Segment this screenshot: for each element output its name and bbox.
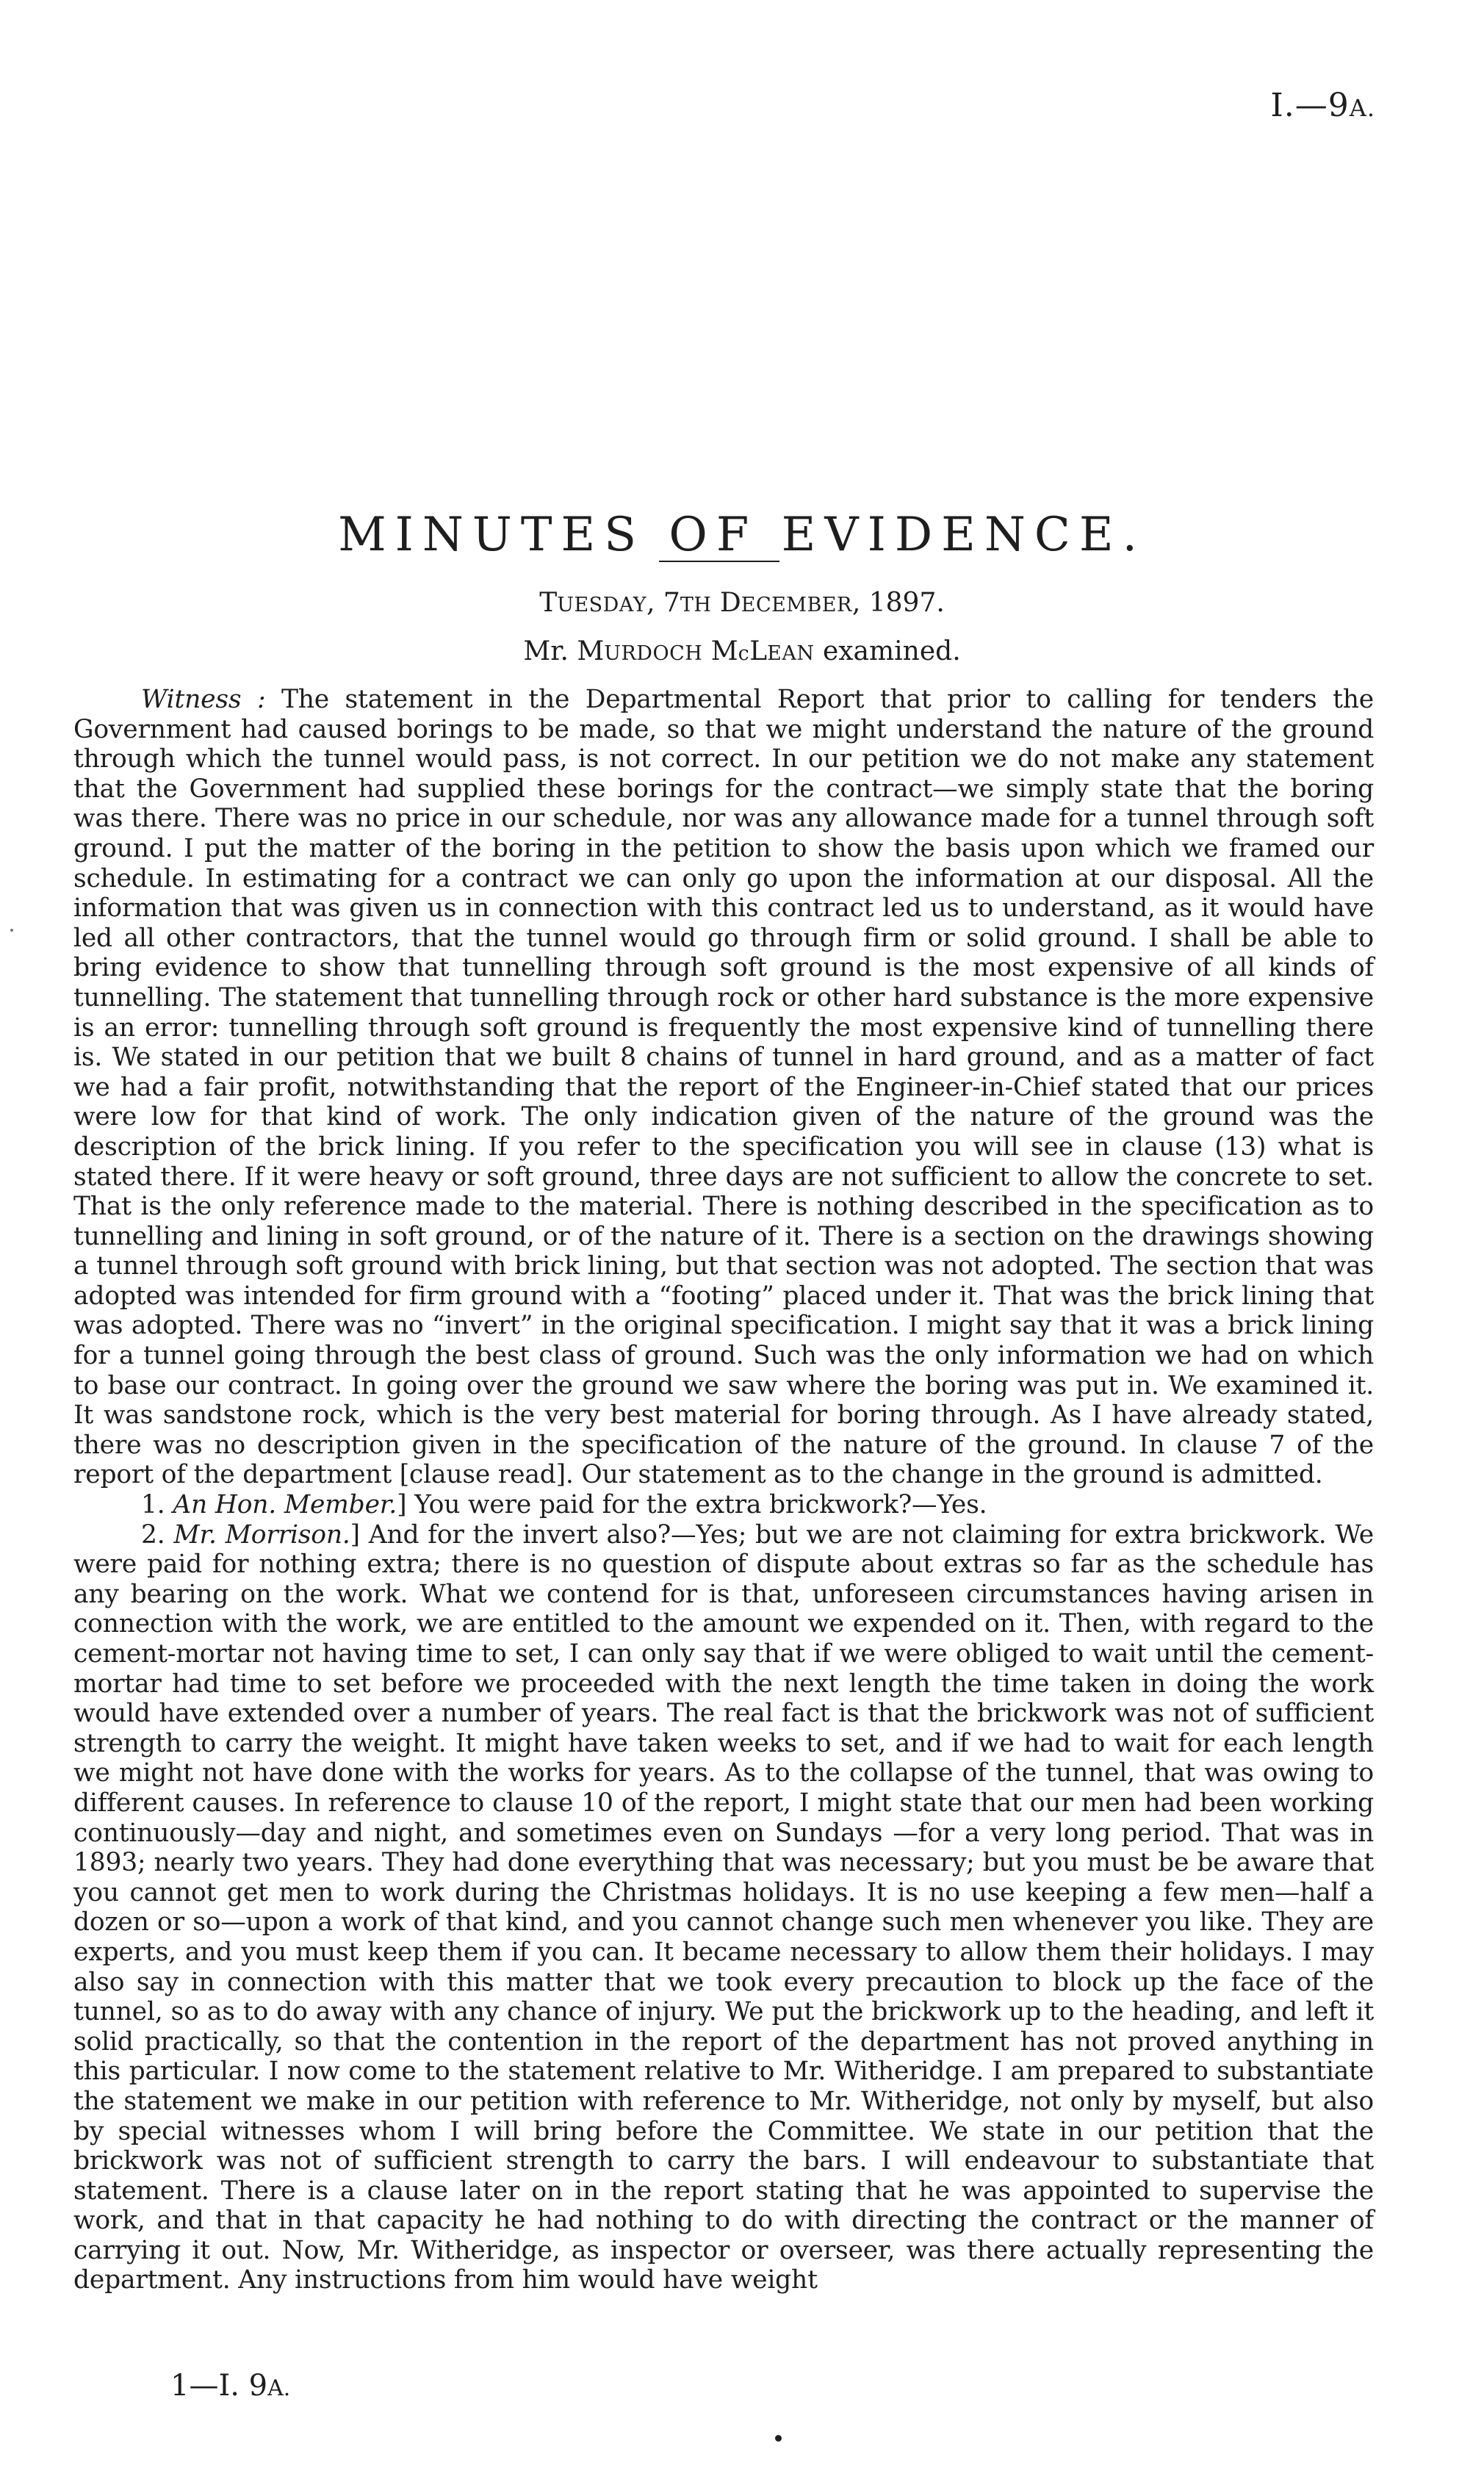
signature-main: 1—I. 9 (170, 2369, 268, 2403)
date-day-number: , 7 (646, 588, 680, 618)
date-month-rest: ECEMBER (741, 594, 852, 616)
paragraph-text: ] And for the invert also?—Yes; but we are not claiming for extra brickwork. We were paid for nothing extra; there is no question of dispute about extras so far as the schedule has any bearing on the work. What we contend for is that, unforeseen circumstances having arisen in connection with the work, we are entitled to the amount we expended on it. Then, with regard to the cement-mortar not having time to set, I can only say that if we were obliged to wait until the cement-mortar had time to set before we proceeded with the next length the time taken in doing the work would have extended over a number of years. The real fact is that the brickwork was not of sufficient strength to carry the weight. It might have taken weeks to set, and if we had to wait for each length we might not have done with the works for years. As to the collapse of the tunnel, that was owing to different causes. In reference to clause 10 of the report, I might state that our men had been working continuously—day and night, and sometimes even on Sundays —for a very long period. That was in 1893; nearly two years. They had done everything that was necessary; but you must be be aware that you cannot get men to work during the Christmas holidays. It is no use keeping a few men—half a dozen or so—upon a work of that kind, and you cannot change such men whenever you like. They are experts, and you must keep them if you can. It became necessary to allow them their holidays. I may also say in connection with this matter that we took every precaution to block up the face of the tunnel, so as to do away with any chance of injury. We put the brickwork up to the heading, and left it solid practically, so that the contention in the report of the department has not proved anything in this particular. I now come to the statement relative to Mr. Witheridge. I am prepared to substantiate the statement we make in our petition with reference to Mr. Witheridge, not only by myself, but also by special witnesses whom I will bring before the Committee. We state in our petition that the brickwork was not of sufficient strength to carry the bars. I will endeavour to substantiate that statement. There is a clause later on in the report stating that he was appointed to supervise the work, and that in that capacity he had nothing to do with directing the contract or the manner of carrying it out. Now, Mr. Witheridge, as inspector or overseer, was there actually representing the department. Any instructions from him would have weight (73, 1519, 1374, 2295)
question-number: 2. (141, 1519, 165, 1550)
paragraph-speaker: An Hon. Member. (173, 1490, 397, 1520)
page-reference-suffix: A. (1349, 94, 1375, 122)
date-line (0, 588, 1484, 618)
date-month-initial: D (719, 588, 741, 618)
paragraph-text: ] You were paid for the extra brickwork?—Yes. (397, 1490, 987, 1520)
page-reference-main: I.—9 (1270, 87, 1350, 124)
witness-last-c: c (738, 642, 750, 665)
signature-mark (170, 2369, 290, 2403)
date-day-initial: T (539, 588, 558, 618)
witness-first-rest: URDOCH (604, 642, 703, 665)
evidence-body (73, 685, 1374, 2295)
page-dot (775, 2435, 782, 2442)
document-title: MINUTES OF EVIDENCE. (338, 507, 1146, 562)
witness-suffix: examined. (814, 636, 961, 666)
signature-suffix: A. (267, 2375, 291, 2401)
page-reference (1270, 87, 1375, 124)
paragraph-speaker: Witness : (141, 685, 266, 714)
evidence-question-2 (73, 1520, 1374, 2295)
witness-first-initial: M (577, 636, 605, 666)
witness-last-rest: EAN (767, 642, 815, 665)
evidence-paragraph-witness (73, 685, 1374, 1490)
date-day-rest: UESDAY (557, 594, 647, 616)
paragraph-text: The statement in the Departmental Report that prior to calling for tenders the Government had caused borings to be made, so that we might understand the nature of the ground through which the tunnel would pass, is not correct. In our petition we do not make any statement that the Government had supplied these borings for the contract—we simply state that the boring was there. There was no price in our schedule, nor was any allowance made for a tunnel through soft ground. I put the matter of the boring in the petition to show the basis upon which we framed our schedule. In estimating for a contract we can only go upon the information at our disposal. All the information that was given us in connection with this contract led us to understand, as it would have led all other contractors, that the tunnel would go through firm or solid ground. I shall be able to bring evidence to show that tunnelling through soft ground is the most expensive of all kinds of tunnelling. The statement that tunnelling through rock or other hard substance is the more expensive is an error: tunnelling through soft ground is frequently the most expensive kind of tunnelling there is. We stated in our petition that we built 8 chains of tunnel in hard ground, and as a matter of fact we had a fair profit, notwithstanding that the report of the Engineer-in-Chief stated that our prices were low for that kind of work. The only indication given of the nature of the ground was the description of the brick lining. If you refer to the specification you will see in clause (13) what is stated there. If it were heavy or soft ground, three days are not sufficient to allow the concrete to set. That is the only reference made to the material. There is nothing described in the specification as to tunnelling and lining in soft ground, or of the nature of it. There is a section on the drawings showing a tunnel through soft ground with brick lining, but that section was not adopted. The section that was adopted was intended for firm ground with a “footing” placed under it. That was the brick lining that was adopted. There was no “invert” in the original specification. I might say that it was a brick lining for a tunnel going through the best class of ground. Such was the only information we had on which to base our contract. In going over the ground we saw where the boring was put in. We examined it. It was sandstone rock, which is the very best material for boring through. As I have already stated, there was no description given in the specification of the nature of the ground. In clause 7 of the report of the department [clause read]. Our statement as to the change in the ground is admitted. (73, 685, 1374, 1490)
question-number: 1. (141, 1490, 165, 1520)
title-divider (659, 561, 779, 562)
date-ordinal: TH (680, 594, 712, 616)
witness-heading (0, 636, 1484, 666)
margin-speck (10, 929, 13, 932)
witness-title: Mr. (523, 636, 577, 666)
paragraph-speaker: Mr. Morrison. (173, 1519, 350, 1550)
evidence-question-1 (73, 1490, 1374, 1520)
witness-last-initial: M (710, 636, 738, 666)
witness-last-L: L (749, 636, 768, 666)
date-year: , 1897. (851, 588, 945, 618)
